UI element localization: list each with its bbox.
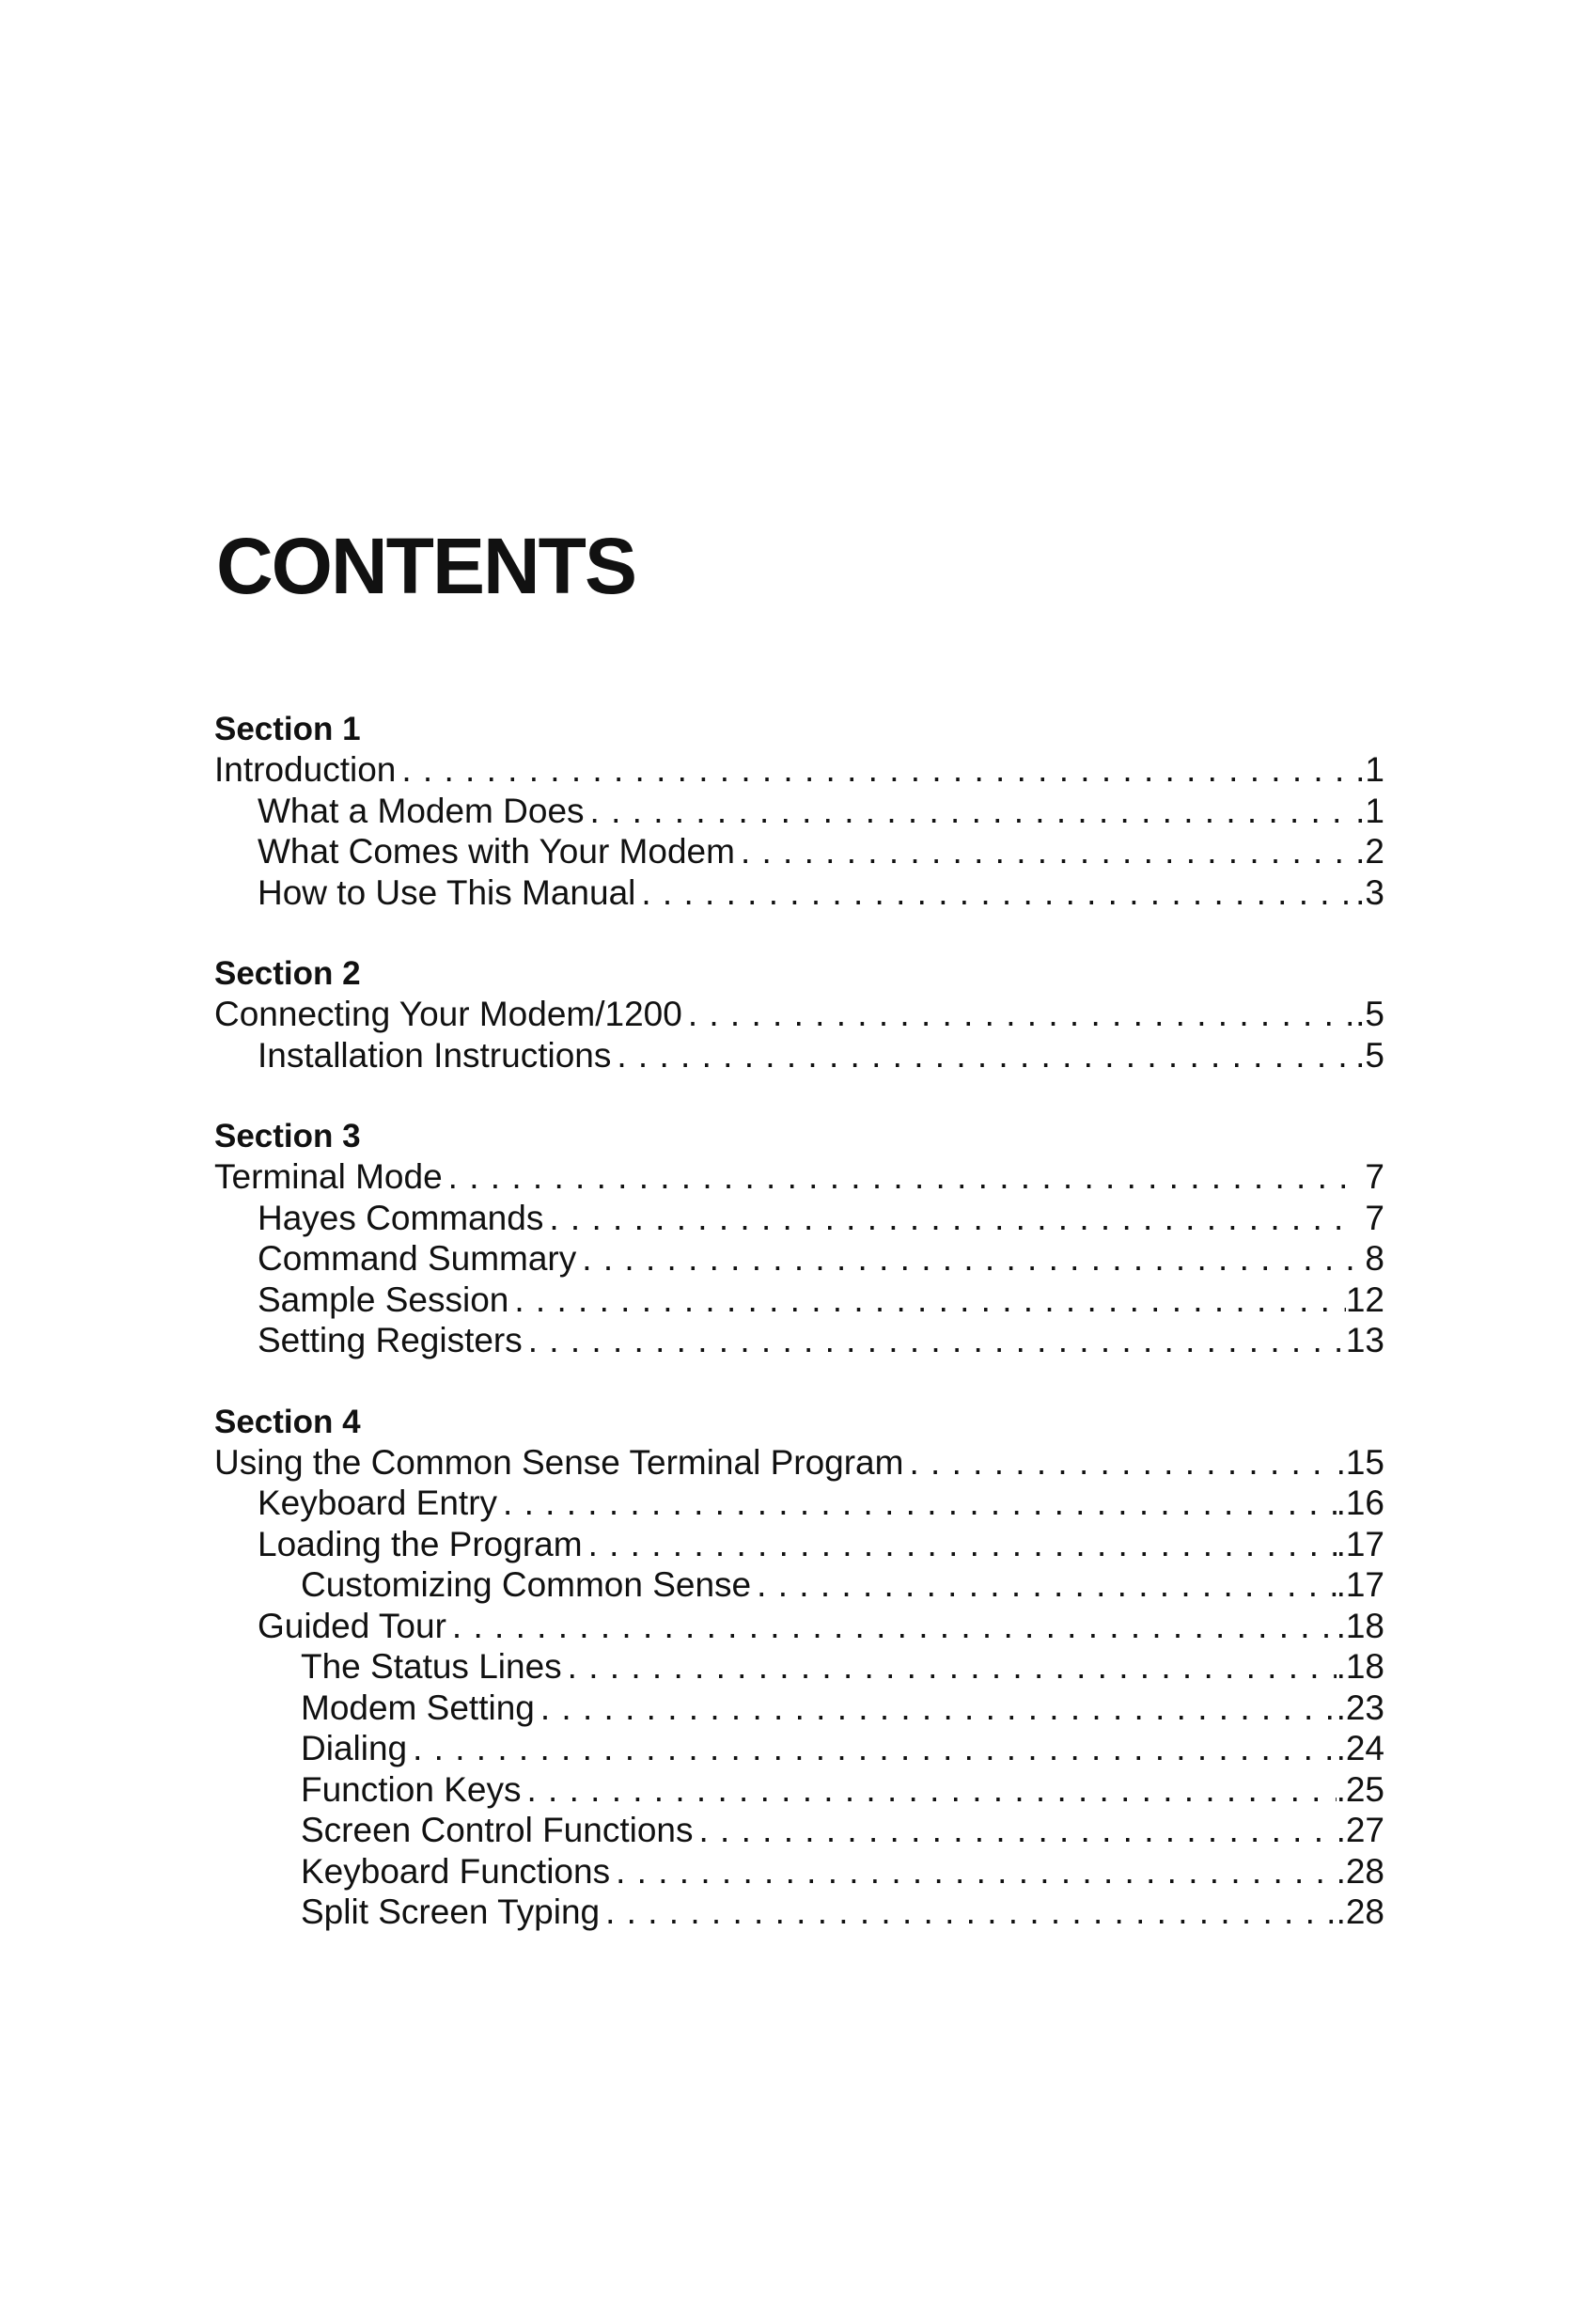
toc-entry-label: Setting Registers [258, 1321, 523, 1359]
dot-leader [610, 1851, 1336, 1892]
toc-entry [214, 1198, 1384, 1239]
dot-leader [682, 994, 1355, 1035]
toc-entry-label: Dialing [301, 1729, 408, 1767]
dot-leader [576, 1238, 1356, 1280]
toc-entry-page: .2 [1355, 832, 1384, 871]
toc-entry-page: 13 [1345, 1321, 1384, 1359]
toc-entry [214, 1483, 1384, 1524]
toc-entry-page: .18 [1336, 1647, 1384, 1686]
toc-entry [214, 1688, 1384, 1729]
toc-entry-label: Introduction [214, 750, 397, 789]
dot-leader [446, 1606, 1337, 1647]
toc-entry-page: 12 [1345, 1280, 1384, 1319]
dot-leader [535, 1688, 1337, 1729]
toc-entry-label: How to Use This Manual [258, 872, 636, 912]
toc-section-4 [214, 1403, 1384, 1933]
dot-leader [693, 1810, 1336, 1851]
toc-entry-label: Keyboard Functions [301, 1851, 611, 1891]
toc-entry-label: Guided Tour [258, 1606, 446, 1645]
dot-leader [635, 872, 1355, 914]
dot-leader [497, 1483, 1337, 1524]
toc-entry [214, 1810, 1384, 1851]
toc-entry [214, 994, 1384, 1035]
toc-entry-page: .28 [1336, 1892, 1384, 1931]
toc-entry-page: 7 [1365, 1157, 1384, 1196]
dot-leader [583, 1524, 1337, 1565]
toc-section-2 [214, 954, 1384, 1076]
toc-entry-label: Connecting Your Modem/1200 [214, 995, 682, 1033]
toc-entry-label: Installation Instructions [258, 1035, 612, 1075]
toc-entry [214, 1035, 1384, 1076]
dot-leader [751, 1564, 1336, 1606]
toc-entry-page: .25 [1336, 1769, 1384, 1809]
toc-entry [214, 1564, 1384, 1606]
toc-entry-page: 7 [1365, 1198, 1384, 1237]
dot-leader [407, 1728, 1336, 1769]
toc-entry-page: .16 [1336, 1484, 1384, 1522]
toc-entry-page: .3 [1355, 872, 1384, 912]
dot-leader [903, 1442, 1336, 1484]
toc-entry-page: .5 [1355, 995, 1384, 1033]
toc-entry [214, 791, 1384, 832]
toc-entry [214, 1280, 1384, 1321]
toc-entry-label: Hayes Commands [258, 1198, 544, 1237]
page-title: CONTENTS [216, 522, 635, 610]
toc-entry [214, 1892, 1384, 1933]
dot-leader [523, 1320, 1346, 1361]
toc-section-3 [214, 1117, 1384, 1361]
toc-entry-label: Command Summary [258, 1239, 577, 1278]
toc-entry-label: Keyboard Entry [258, 1484, 498, 1522]
toc-entry-page: .23 [1336, 1688, 1384, 1727]
toc-entry-label: Screen Control Functions [301, 1811, 694, 1849]
toc-entry-page: .5 [1355, 1035, 1384, 1075]
dot-leader [508, 1280, 1345, 1321]
toc-entry [214, 1442, 1384, 1484]
toc-entry-label: What Comes with Your Modem [258, 832, 735, 871]
toc-entry [214, 1156, 1384, 1198]
toc-entry-page: .1 [1355, 750, 1384, 789]
section-heading: Section 4 [214, 1403, 361, 1440]
toc-entry-label: Using the Common Sense Terminal Program [214, 1442, 904, 1482]
toc-entry-label: Terminal Mode [214, 1157, 443, 1196]
dot-leader [585, 791, 1356, 832]
dot-leader [611, 1035, 1355, 1076]
toc-section-1 [214, 710, 1384, 913]
dot-leader [396, 749, 1355, 791]
toc-entry-page: .17 [1336, 1565, 1384, 1604]
section-heading: Section 3 [214, 1118, 361, 1154]
toc-entry [214, 1646, 1384, 1688]
toc-entry [214, 1320, 1384, 1361]
toc-entry-page: .28 [1336, 1851, 1384, 1891]
toc-entry-page: .18 [1336, 1606, 1384, 1645]
toc-entry-page: .15 [1336, 1442, 1384, 1482]
dot-leader [521, 1769, 1336, 1811]
toc-entry-page: .17 [1336, 1524, 1384, 1563]
table-of-contents [214, 710, 1384, 1974]
toc-entry-page: .24 [1336, 1729, 1384, 1767]
toc-entry [214, 872, 1384, 914]
toc-entry-page: .1 [1355, 791, 1384, 830]
toc-entry-label: What a Modem Does [258, 791, 585, 830]
toc-entry-label: Function Keys [301, 1769, 522, 1809]
dot-leader [600, 1892, 1336, 1933]
dot-leader [562, 1646, 1337, 1688]
toc-entry [214, 1524, 1384, 1565]
dot-leader [735, 831, 1355, 872]
section-heading: Section 2 [214, 955, 361, 992]
toc-entry [214, 1606, 1384, 1647]
toc-entry [214, 1769, 1384, 1811]
toc-entry-page: .27 [1336, 1811, 1384, 1849]
toc-entry-page: 8 [1365, 1239, 1384, 1278]
toc-entry-label: Loading the Program [258, 1524, 583, 1563]
toc-entry [214, 749, 1384, 791]
toc-entry [214, 831, 1384, 872]
toc-entry-label: Sample Session [258, 1280, 509, 1319]
toc-entry-label: The Status Lines [301, 1647, 562, 1686]
toc-entry [214, 1851, 1384, 1892]
toc-entry-label: Customizing Common Sense [301, 1565, 752, 1604]
toc-entry-label: Modem Setting [301, 1688, 535, 1727]
dot-leader [443, 1156, 1356, 1198]
toc-entry-label: Split Screen Typing [301, 1892, 601, 1931]
section-heading: Section 1 [214, 711, 361, 747]
dot-leader [543, 1198, 1356, 1239]
toc-entry [214, 1238, 1384, 1280]
toc-entry [214, 1728, 1384, 1769]
